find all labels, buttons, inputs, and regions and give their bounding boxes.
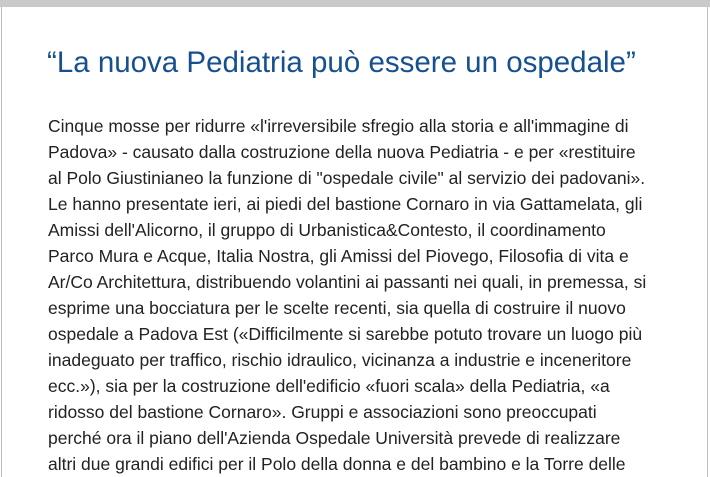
body-line: altri due grandi edifici per il Polo della donna e del bambino e la Torre delle: [48, 454, 626, 474]
body-line: ospedale a Padova Est («Difficilmente si sarebbe potuto trovare un luogo più: [48, 324, 643, 344]
window-top-bar: [0, 0, 710, 7]
body-line: perché ora il piano dell'Azienda Ospedale Università prevede di realizzare: [48, 428, 621, 448]
article-page: [1, 7, 708, 477]
body-line: ridosso del bastione Cornaro». Gruppi e associazioni sono preoccupati: [48, 402, 597, 422]
body-line: Cinque mosse per ridurre «l'irreversibile sfregio alla storia e all'immagine di: [48, 116, 629, 136]
body-line: al Polo Giustinianeo la funzione di "ospedale civile" al servizio dei padovani».: [48, 168, 646, 188]
body-line: Le hanno presentate ieri, ai piedi del bastione Cornaro in via Gattamelata, gli: [48, 194, 643, 214]
body-line: Amissi dell'Alicorno, il gruppo di Urbanistica&Contesto, il coordinamento: [48, 220, 606, 240]
body-line: Parco Mura e Acque, Italia Nostra, gli Amissi del Piovego, Filosofia di vita e: [48, 246, 629, 266]
body-line: esprime una bocciatura per le scelte recenti, sia quella di costruire il nuovo: [48, 298, 626, 318]
body-line: Ar/Co Architettura, distribuendo volantini ai passanti nei quali, in premessa, si: [48, 272, 647, 292]
body-line: Padova» - causato dalla costruzione della nuova Pediatria - e per «restituire: [48, 142, 636, 162]
body-line: inadeguato per traffico, rischio idraulico, vicinanza a industrie e inceneritore: [48, 350, 632, 370]
article-body: [48, 113, 688, 477]
body-line: ecc.»), sia per la costruzione dell'edificio «fuori scala» della Pediatria, «a: [48, 376, 610, 396]
article-headline: “La nuova Pediatria può essere un ospedale”: [47, 46, 636, 79]
